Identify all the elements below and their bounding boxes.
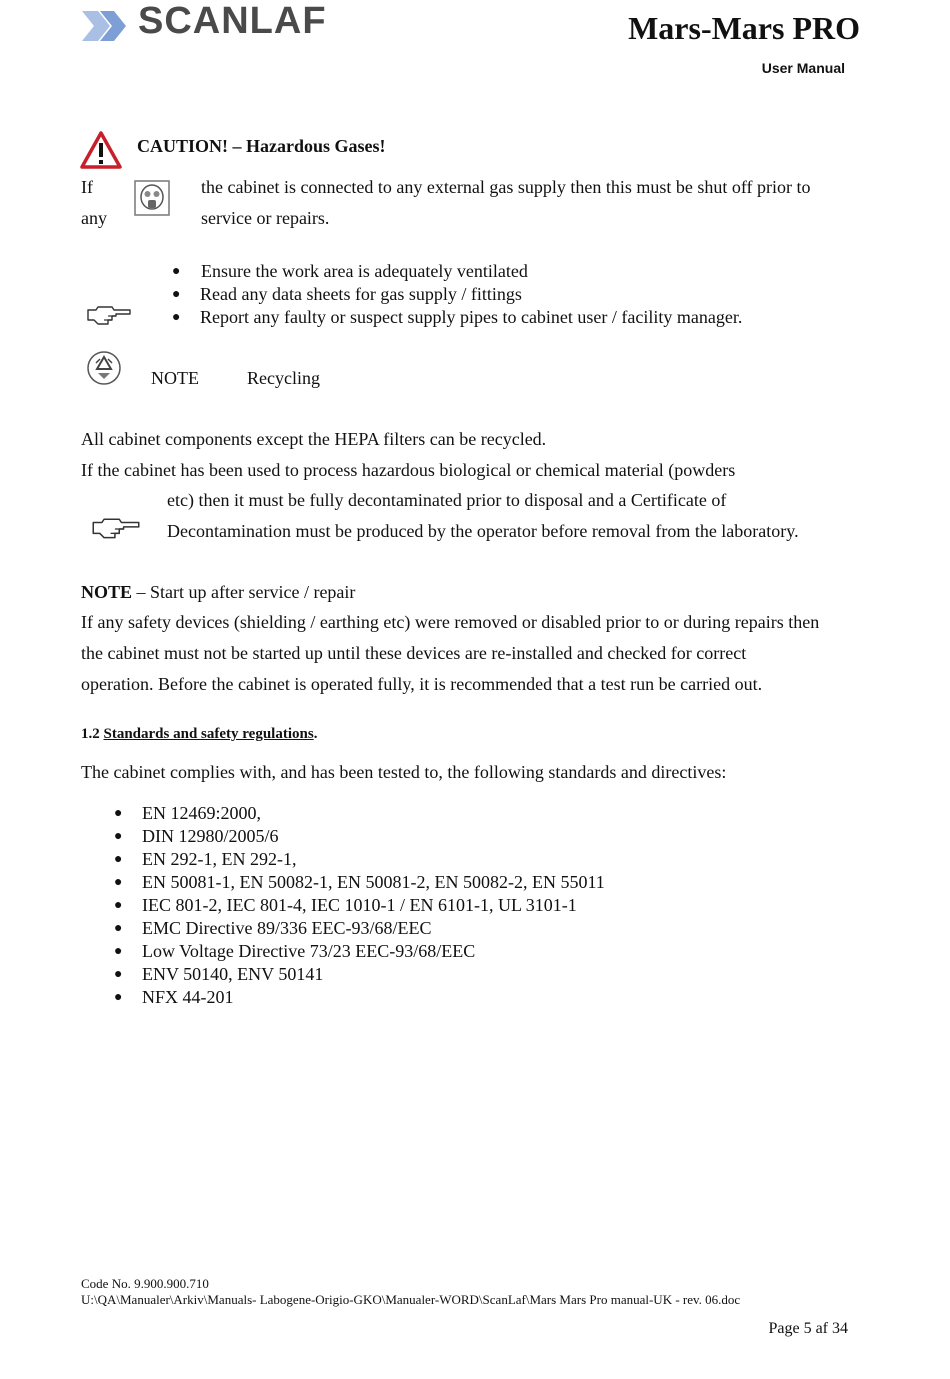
recycling-para-1: All cabinet components except the HEPA filters can be recycled. (81, 429, 547, 449)
list-item: ENV 50140, ENV 50141 (142, 964, 324, 984)
list-item: EN 292-1, EN 292-1, (142, 849, 297, 869)
startup-note-text: – Start up after service / repair (132, 582, 356, 602)
list-item: NFX 44-201 (142, 987, 234, 1007)
list-item: IEC 801-2, IEC 801-4, IEC 1010-1 / EN 6101-1, UL 3101-1 (142, 895, 577, 915)
startup-line-2: the cabinet must not be started up until these devices are re-installed and checked for correct (81, 643, 747, 663)
product-title: Mars-Mars PRO (628, 10, 860, 46)
bullet-dot: ● (172, 310, 181, 325)
standards-intro: The cabinet complies with, and has been tested to, the following standards and directives: (81, 762, 727, 782)
startup-line-1: If any safety devices (shielding / earthing etc) were removed or disabled prior to or during repairs then (81, 612, 820, 632)
document-subtitle: User Manual (761, 60, 845, 76)
bullet-dot: ● (114, 829, 123, 844)
bullet-dot: ● (114, 944, 123, 959)
bullet-dot: ● (114, 898, 123, 913)
section-title: Standards and safety regulations (103, 726, 314, 742)
caution-title: CAUTION! – Hazardous Gases! (137, 136, 386, 156)
bullet-dot: ● (114, 875, 123, 890)
list-item: EMC Directive 89/336 EEC-93/68/EEC (142, 918, 432, 938)
bullet-dot: ● (114, 921, 123, 936)
list-item: Low Voltage Directive 73/23 EEC-93/68/EEC (142, 941, 476, 961)
section-title-end: . (313, 726, 318, 742)
bullet-dot: ● (114, 806, 123, 821)
caution-line-1: the cabinet is connected to any external gas supply then this must be shut off prior to (201, 177, 811, 197)
bullet-dot: ● (114, 967, 123, 982)
bullet-dot: ● (114, 990, 123, 1005)
recycling-note-label: NOTE (151, 368, 199, 388)
footer-file-path: U:\QA\Manualer\Arkiv\Manuals- Labogene-Origio-GKO\Manualer-WORD\ScanLaf\Mars Mars Pro manual-UK - rev. 06.doc (81, 1292, 741, 1307)
footer-code: Code No. 9.900.900.710 (81, 1276, 209, 1291)
section-number: 1.2 (81, 726, 100, 742)
caution-prefix-if: If (81, 177, 93, 197)
caution-line-2: service or repairs. (201, 208, 330, 228)
logo-text: SCANLAF (138, 0, 327, 42)
warning-triangle-icon (80, 131, 122, 169)
caution-bullet-2: Read any data sheets for gas supply / fittings (200, 284, 522, 304)
gas-mask-icon (134, 180, 170, 216)
bullet-dot: ● (172, 264, 181, 279)
scanlaf-logo (80, 0, 350, 46)
caution-prefix-any: any (81, 208, 107, 228)
recycling-para-2-line-1: If the cabinet has been used to process hazardous biological or chemical material (powders (81, 460, 736, 480)
recycling-para-2-line-3: Decontamination must be produced by the operator before removal from the laboratory. (167, 521, 799, 541)
caution-bullet-1: Ensure the work area is adequately ventilated (201, 261, 528, 281)
list-item: EN 12469:2000, (142, 803, 261, 823)
bullet-dot: ● (172, 287, 181, 302)
page-number: Page 5 af 34 (768, 1320, 848, 1337)
pointing-hand-icon (90, 516, 142, 542)
startup-note-label: NOTE (81, 582, 133, 602)
caution-bullet-3: Report any faulty or suspect supply pipes to cabinet user / facility manager. (200, 307, 743, 327)
startup-line-3: operation. Before the cabinet is operated fully, it is recommended that a test run be carried out. (81, 674, 763, 694)
recycling-note-title: Recycling (247, 368, 320, 388)
section-heading (81, 726, 317, 743)
startup-heading (81, 582, 355, 603)
pointing-hand-icon (86, 304, 132, 328)
recycling-para-2-line-2: etc) then it must be fully decontaminated prior to disposal and a Certificate of (167, 490, 727, 510)
bullet-dot: ● (114, 852, 123, 867)
list-item: EN 50081-1, EN 50082-1, EN 50081-2, EN 50082-2, EN 55011 (142, 872, 605, 892)
list-item: DIN 12980/2005/6 (142, 826, 279, 846)
recycle-icon (86, 350, 122, 386)
